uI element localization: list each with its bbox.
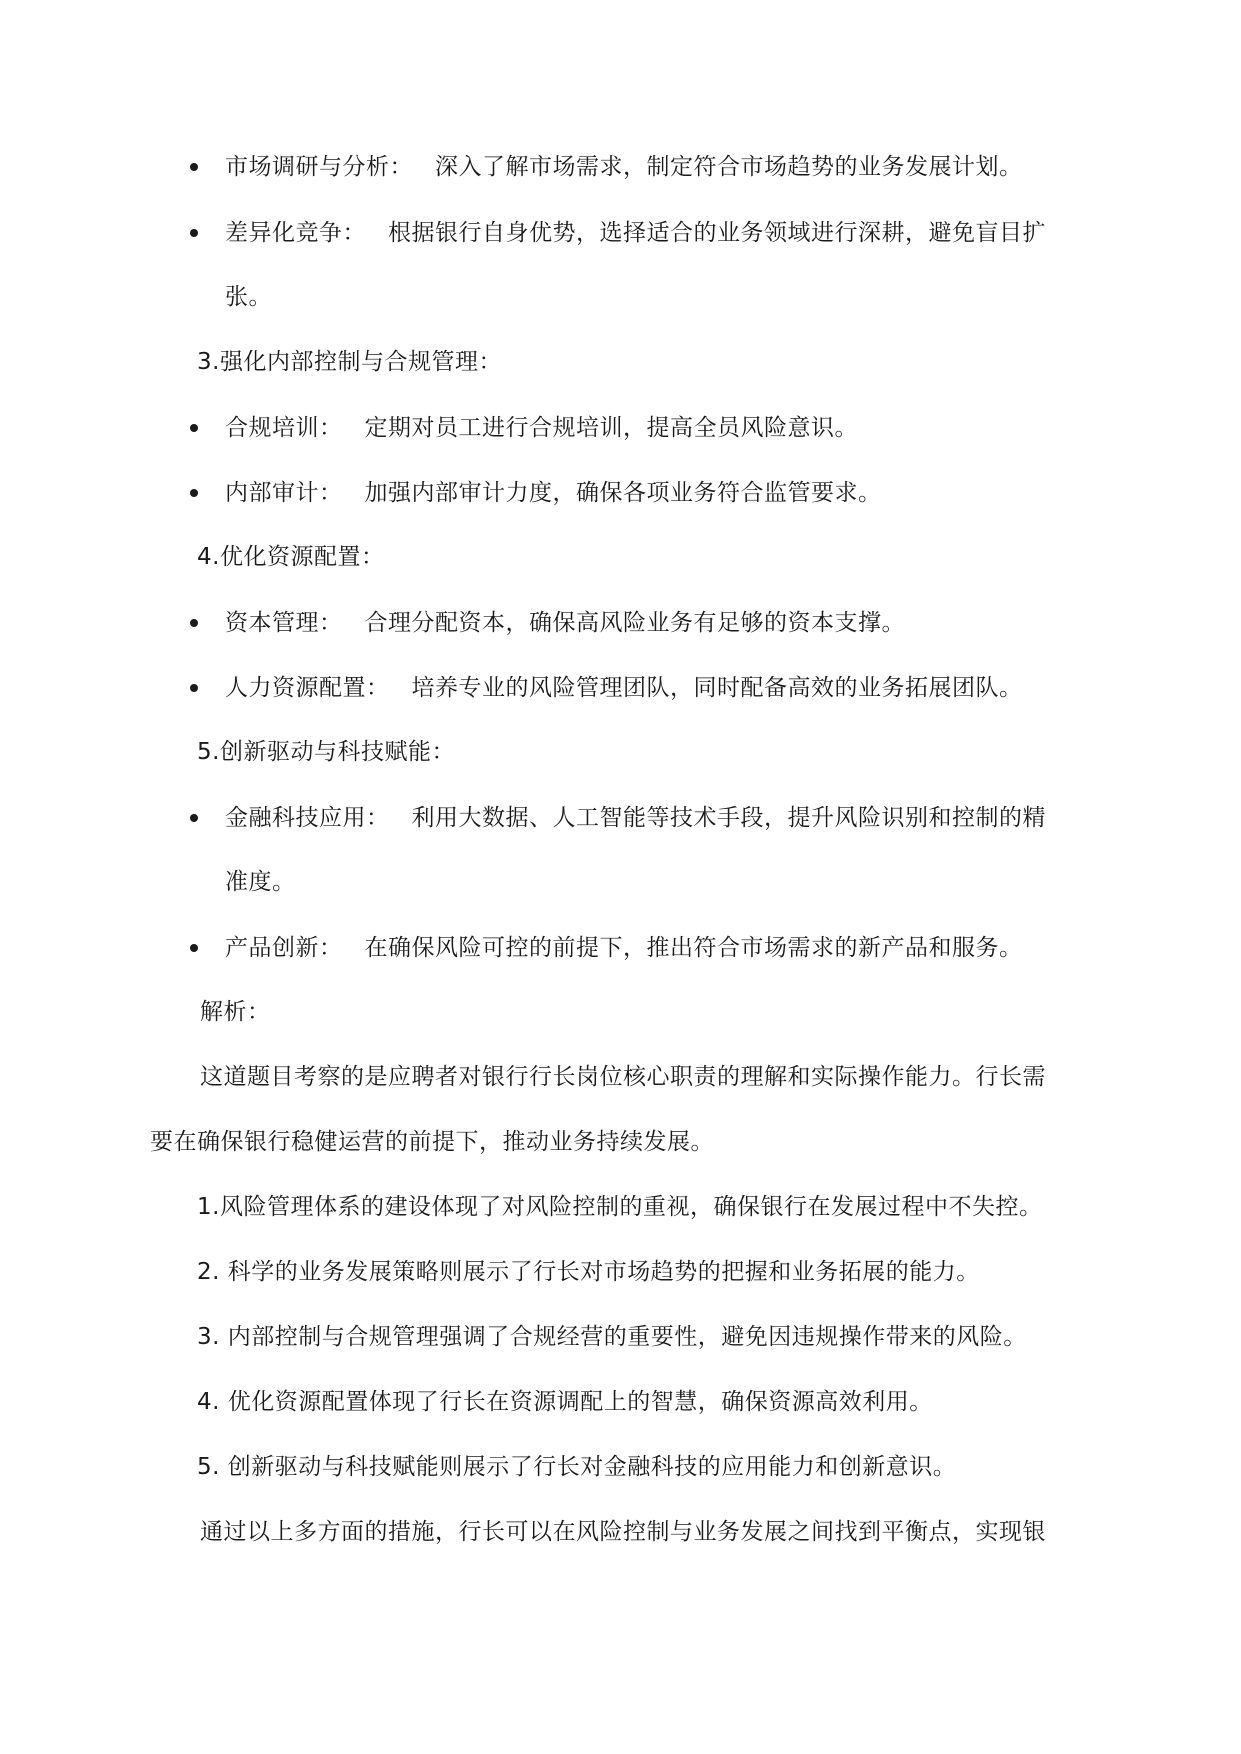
list-item (225, 477, 882, 509)
list-item-text: 利用大数据、人工智能等技术手段，提升风险识别和控制的精 (411, 805, 1046, 831)
bullet-icon (190, 619, 198, 627)
list-item (225, 932, 1023, 964)
section-heading: 5.创新驱动与科技赋能： (197, 739, 455, 765)
list-item-continuation: 张。 (225, 284, 272, 310)
analysis-point: 3. 内部控制与合规管理强调了合规经营的重要性，避免因违规操作带来的风险。 (197, 1324, 1027, 1350)
list-item (225, 151, 1023, 183)
list-item-text: 加强内部审计力度，确保各项业务符合监管要求。 (364, 480, 882, 506)
list-item-text: 培养专业的风险管理团队，同时配备高效的业务拓展团队。 (411, 675, 1023, 701)
list-item-text: 定期对员工进行合规培训，提高全员风险意识。 (364, 415, 858, 441)
paragraph-line: 这道题目考察的是应聘者对银行行长岗位核心职责的理解和实际操作能力。行长需 (200, 1064, 1046, 1090)
list-item-text: 合理分配资本，确保高风险业务有足够的资本支撑。 (364, 610, 905, 636)
section-heading: 3.强化内部控制与合规管理： (197, 349, 502, 375)
list-item-term: 合规培训： (225, 415, 343, 441)
list-item-term: 资本管理： (225, 610, 343, 636)
list-item-text: 在确保风险可控的前提下，推出符合市场需求的新产品和服务。 (364, 935, 1023, 961)
list-item-text: 根据银行自身优势，选择适合的业务领域进行深耕，避免盲目扩 (388, 220, 1046, 246)
list-item-term: 内部审计： (225, 480, 343, 506)
paragraph-line: 通过以上多方面的措施，行长可以在风险控制与业务发展之间找到平衡点，实现银 (200, 1519, 1046, 1545)
list-item (225, 802, 1046, 834)
list-item (225, 412, 858, 444)
paragraph-line: 要在确保银行稳健运营的前提下，推动业务持续发展。 (150, 1129, 714, 1155)
analysis-point: 2. 科学的业务发展策略则展示了行长对市场趋势的把握和业务拓展的能力。 (197, 1259, 980, 1285)
bullet-icon (190, 489, 198, 497)
bullet-icon (190, 814, 198, 822)
bullet-icon (190, 229, 198, 237)
analysis-point: 1.风险管理体系的建设体现了对风险控制的重视，确保银行在发展过程中不失控。 (197, 1194, 1043, 1220)
section-heading: 4.优化资源配置： (197, 544, 385, 570)
list-item-continuation: 准度。 (225, 869, 296, 895)
analysis-label: 解析： (200, 999, 271, 1025)
list-item-term: 市场调研与分析： (225, 154, 413, 180)
bullet-icon (190, 163, 198, 171)
list-item (225, 217, 1046, 249)
bullet-icon (190, 944, 198, 952)
list-item-term: 金融科技应用： (225, 805, 390, 831)
list-item-term: 人力资源配置： (225, 675, 390, 701)
list-item (225, 607, 905, 639)
bullet-icon (190, 424, 198, 432)
list-item (225, 672, 1023, 704)
analysis-point: 4. 优化资源配置体现了行长在资源调配上的智慧，确保资源高效利用。 (197, 1389, 933, 1415)
list-item-term: 产品创新： (225, 935, 343, 961)
list-item-term: 差异化竞争： (225, 220, 366, 246)
list-item-text: 深入了解市场需求，制定符合市场趋势的业务发展计划。 (435, 154, 1023, 180)
bullet-icon (190, 684, 198, 692)
analysis-point: 5. 创新驱动与科技赋能则展示了行长对金融科技的应用能力和创新意识。 (197, 1454, 957, 1480)
